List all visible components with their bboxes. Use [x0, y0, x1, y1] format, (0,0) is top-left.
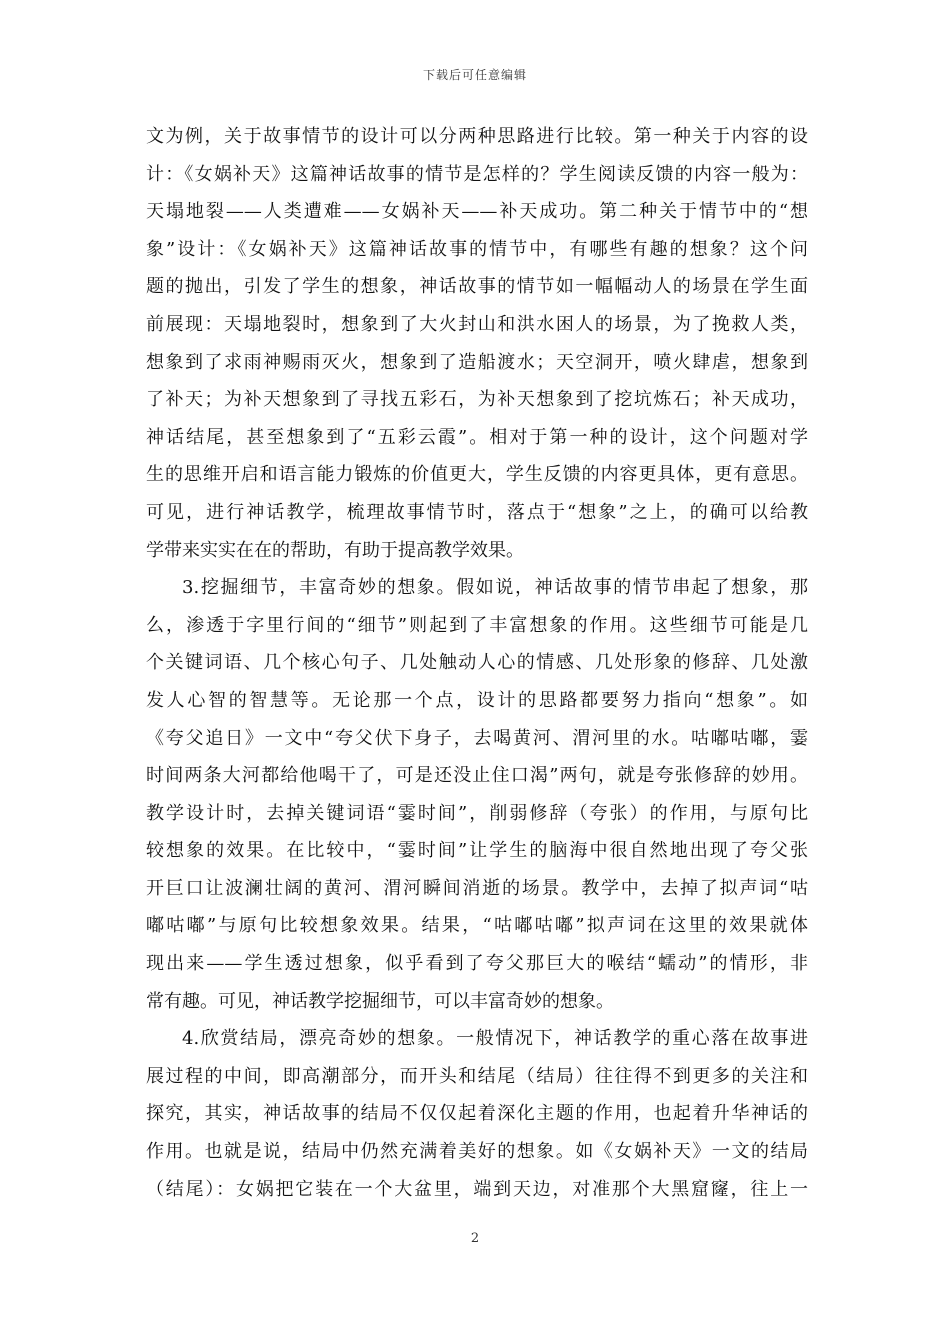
text-line: 3.挖掘细节，丰富奇妙的想象。假如说，神话故事的情节串起了想象，那 — [182, 577, 808, 599]
text-line: 计：《女娲补天》这篇神话故事的情节是怎样的？学生阅读反馈的内容一般为： — [146, 163, 808, 185]
text-line: 时间两条大河都给他喝干了，可是还没止住口渴”两句，就是夸张修辞的妙用。 — [146, 765, 808, 787]
text-line: 天塌地裂——人类遭难——女娲补天——补天成功。第二种关于情节中的“想 — [146, 201, 808, 223]
text-line: 文为例，关于故事情节的设计可以分两种思路进行比较。第一种关于内容的设 — [146, 126, 808, 147]
text-line: 发人心智的智慧等。无论那一个点，设计的思路都要努力指向“想象”。如 — [146, 689, 808, 711]
paragraph — [146, 118, 808, 569]
text-line: 教学设计时，去掉关键词语“霎时间”，削弱修辞（夸张）的作用，与原句比 — [146, 802, 808, 824]
text-line: 了补天；为补天想象到了寻找五彩石，为补天想象到了挖坑炼石；补天成功， — [146, 389, 808, 411]
paragraph — [146, 1020, 808, 1208]
text-line: （结尾）：女娲把它装在一个大盆里，端到天边，对准那个大黑窟窿，往上一 — [146, 1178, 808, 1200]
text-line: 开巨口让波澜壮阔的黄河、渭河瞬间消逝的场景。教学中，去掉了拟声词“咕 — [146, 877, 808, 899]
text-line: 展过程的中间，即高潮部分，而开头和结尾（结局）往往得不到更多的关注和 — [146, 1065, 808, 1087]
text-line: 常有趣。可见，神话教学挖掘细节，可以丰富奇妙的想象。 — [146, 990, 614, 1012]
text-line: 前展现：天塌地裂时，想象到了大火封山和洪水困人的场景，为了挽救人类， — [146, 313, 808, 335]
text-line: 可见，进行神话教学，梳理故事情节时，落点于“想象”之上，的确可以给教 — [146, 501, 808, 523]
paragraph — [146, 569, 808, 1020]
text-line: 作用。也就是说，结局中仍然充满着美好的想象。如《女娲补天》一文的结局 — [146, 1141, 808, 1163]
text-line: 生的思维开启和语言能力锻炼的价值更大，学生反馈的内容更具体，更有意思。 — [146, 464, 808, 486]
page-header: 下载后可任意编辑 — [422, 68, 527, 82]
text-line: 学带来实实在在的帮助，有助于提高教学效果。 — [146, 539, 524, 561]
text-line: 神话结尾，甚至想象到了“五彩云霞”。相对于第一种的设计，这个问题对学 — [146, 426, 808, 448]
text-line: 《夸父追日》一文中“夸父伏下身子，去喝黄河、渭河里的水。咕嘟咕嘟，霎 — [146, 727, 808, 749]
document-body — [146, 118, 808, 1208]
text-line: 较想象的效果。在比较中，“霎时间”让学生的脑海中很自然地出现了夸父张 — [146, 840, 808, 862]
text-line: 题的抛出，引发了学生的想象，神话故事的情节如一幅幅动人的场景在学生面 — [146, 276, 808, 298]
text-line: 个关键词语、几个核心句子、几处触动人心的情感、几处形象的修辞、几处激 — [146, 652, 808, 674]
text-line: 象”设计：《女娲补天》这篇神话故事的情节中，有哪些有趣的想象？这个问 — [146, 238, 808, 260]
text-line: 4.欣赏结局，漂亮奇妙的想象。一般情况下，神话教学的重心落在故事进 — [182, 1028, 808, 1050]
text-line: 想象到了求雨神赐雨灭火，想象到了造船渡水；天空洞开，喷火肆虐，想象到 — [146, 351, 808, 373]
text-line: 现出来——学生透过想象，似乎看到了夸父那巨大的喉结“蠕动”的情形，非 — [146, 953, 808, 975]
page-number: 2 — [470, 1231, 480, 1246]
text-line: 嘟咕嘟”与原句比较想象效果。结果，“咕嘟咕嘟”拟声词在这里的效果就体 — [146, 915, 808, 937]
text-line: 么，渗透于字里行间的“细节”则起到了丰富想象的作用。这些细节可能是几 — [146, 614, 808, 636]
text-line: 探究，其实，神话故事的结局不仅仅起着深化主题的作用，也起着升华神话的 — [146, 1103, 808, 1125]
